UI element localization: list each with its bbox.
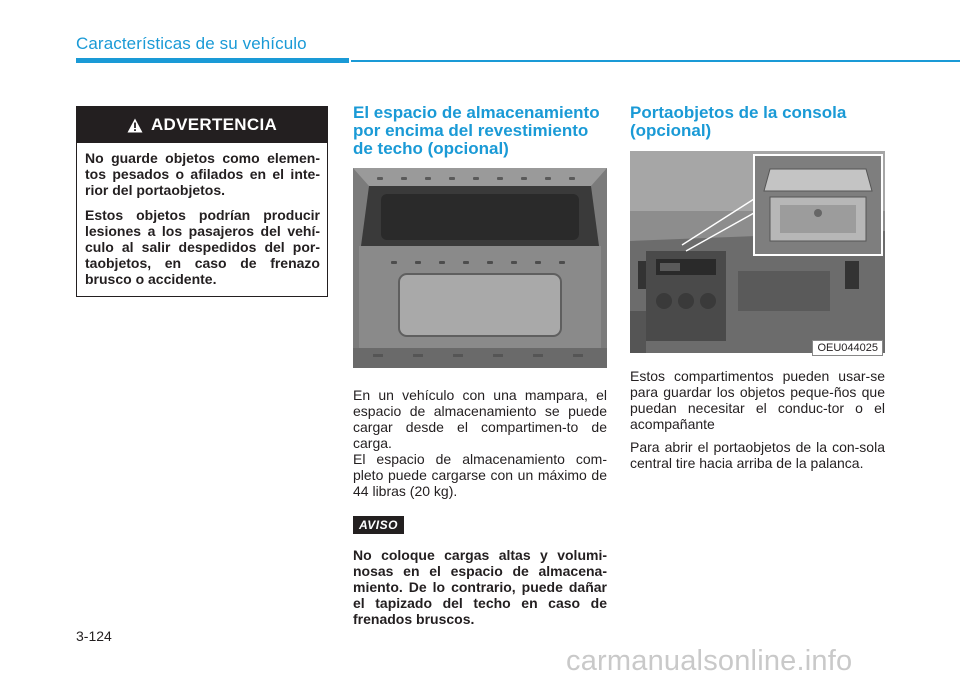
overhead-storage-title: El espacio de almacenamiento por encima del revestimiento de techo (opcional) — [353, 103, 600, 158]
header-rule-thin — [351, 60, 960, 62]
console-image — [630, 151, 885, 358]
notice-label: AVISO — [353, 516, 404, 534]
warning-box — [76, 106, 328, 297]
warning-title: ADVERTENCIA — [150, 115, 278, 134]
notice-label-wrap — [353, 516, 607, 534]
overhead-storage-section — [353, 104, 607, 627]
warning-triangle-icon — [127, 118, 143, 133]
warning-paragraph: Estos objetos podrían producir lesiones a los pasajeros del vehí-culo al salir despedidos del por-taobjetos, en caso de frenazo brusco o accidente. — [85, 207, 320, 287]
overhead-body-2: El espacio de almacenamiento com-pleto puede cargarse con un máximo de 44 libras (20 kg). — [353, 451, 607, 499]
page-number: 3-124 — [76, 628, 112, 644]
overhead-storage-image — [353, 168, 607, 373]
watermark: carmanualsonline.info — [566, 645, 853, 677]
console-body-2: Para abrir el portaobjetos de la con-sola central tire hacia arriba de la palanca. — [630, 439, 885, 471]
warning-body — [77, 143, 327, 287]
overhead-storage-illustration — [353, 168, 607, 368]
notice-text: No coloque cargas altas y volumi-nosas en el espacio de almacena-miento. De lo contrario, puede dañar el tapizado del techo en caso de frenados bruscos. — [353, 547, 607, 627]
console-body-1: Estos compartimentos pueden usar-se para guardar los objetos peque-ños que puedan necesitar el conduc-tor o el acompañante — [630, 368, 885, 432]
section-title: Características de su vehículo — [76, 34, 307, 53]
console-illustration — [630, 151, 885, 353]
console-title: Portaobjetos de la consola (opcional) — [630, 103, 847, 140]
image-code: OEU044025 — [812, 340, 883, 356]
overhead-body-1: En un vehículo con una mampara, el espacio de almacenamiento se puede cargar desde el compartimen-to de carga. — [353, 387, 607, 451]
warning-paragraph: No guarde objetos como elemen-tos pesados o afilados en el inte-rior del portaobjetos. — [85, 150, 320, 198]
warning-header — [77, 107, 327, 143]
header-rule-thick — [76, 58, 349, 63]
console-section — [630, 104, 885, 471]
